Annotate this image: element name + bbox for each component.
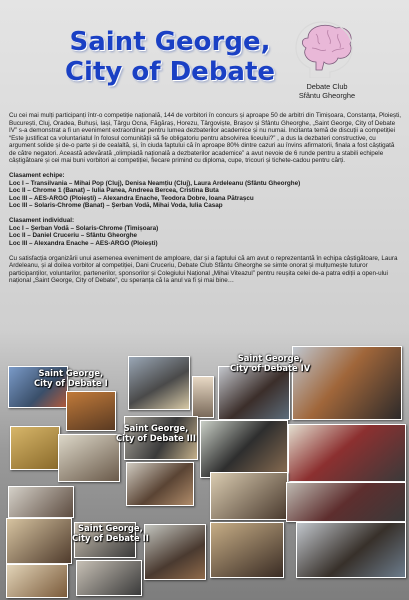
label-2-line-2: City of Debate II bbox=[72, 532, 149, 543]
event-photo bbox=[6, 518, 72, 564]
club-name bbox=[282, 82, 372, 100]
team-rank-3a: Loc III – AES-ARGO (Ploiești) – Alexandra Enache, Teodora Dobre, Ioana Pătrașcu bbox=[9, 194, 254, 202]
title-line-2: City of Debate bbox=[64, 57, 276, 87]
collage-label-edition-3 bbox=[116, 424, 196, 443]
event-photo bbox=[8, 486, 74, 518]
individual-rank-2: Loc II – Daniel Cruceriu – Sfântu Gheorghe bbox=[9, 232, 138, 239]
label-2-line-1: Saint George, bbox=[78, 523, 143, 533]
collage-label-edition-4 bbox=[230, 354, 310, 373]
intro-paragraph: Cu cei mai mulți participanți într-o competiție națională, 144 de vorbitori în concurs și aproape 50 de arbitri din Timișoara, Constanța, Ploiești, București, Cluj, Oradea, Buhuși, Iași, Târgu Ocna, Făgăraș, Horezu, Târgoviște, Brașov și Sfântu Gheorghe, „Saint George, City of Debate IV” s-a demonstrat a fi un eveniment extraordinar pentru lumea dezbaterilor academice și nu numai. Incitanta temă de discuții a competiției “Este justificat ca voluntariatul în folosul comunității să fie obligatoriu pentru absolvirea liceului?” , a dus la dezbateri constructive, cu argument solide și de-o parte și de cealaltă, și, în ciuda faptului că în aproape 80% dintre cazuri au învins afirmatorii, finala a fost câștigată de către negatori. Această adevărată „olimpiadă națională a dezbaterilor academice” a avut nevoie de 6 runde pentru a stabili echipele câștigătoare și cei mai buni vorbitori ai competiției, fiecare primind cu diploma, cupe, tricouri și tichete-cadou pentru cărți. bbox=[9, 112, 401, 164]
teams-heading: Clasament echipe: bbox=[9, 172, 65, 179]
team-rank-1: Loc I – Transilvania – Mihai Pop (Cluj), Denisa Neamțiu (Cluj), Laura Ardeleanu (Sfântu Gheorghe) bbox=[9, 179, 301, 187]
team-rank-2: Loc II – Chrome 1 (Banat) – Iulia Panea, Andreea Bercea, Cristina Buta bbox=[9, 187, 219, 194]
event-photo bbox=[218, 366, 290, 420]
event-photo bbox=[10, 426, 60, 470]
label-4-line-1: Saint George, bbox=[237, 353, 303, 363]
label-1-line-1: Saint George, bbox=[38, 368, 104, 378]
individual-rank-1: Loc I – Șerban Vodă – Solaris-Chrome (Timișoara) bbox=[9, 224, 159, 232]
individual-rank-3: Loc III – Alexandra Enache – AES-ARGO (Ploiești) bbox=[9, 239, 158, 247]
event-photo bbox=[58, 434, 120, 482]
club-line-2: Sfântu Gheorghe bbox=[298, 91, 356, 100]
title-line-1: Saint George, bbox=[69, 27, 271, 57]
event-photo bbox=[192, 376, 214, 418]
closing-paragraph: Cu satisfacția organizării unui asemenea eveniment de amploare, dar și a faptului că am avut o reprezentantă în echipa câștigătoare, Laura Ardeleanu, și al doilea vorbitor al competiției, Dani Cruceriu, Debate Club Sfântu Gheorghe se simte onorat și mulțumește tuturor participanților, voluntarilor, partenerilor, sponsorilor și Colegiului Național „Mihai Viteazul” pentru reușita celei de-a patra ediții a open-ului național „Saint George, City of Debate”, cu speranța că la anul va fi și mai bine… bbox=[9, 254, 398, 284]
event-photo bbox=[76, 560, 142, 596]
individual-heading: Clasament individual: bbox=[9, 217, 75, 224]
event-photo bbox=[128, 356, 190, 410]
event-photo bbox=[210, 522, 284, 578]
article-text bbox=[9, 112, 401, 292]
event-photo bbox=[6, 564, 68, 598]
event-photo bbox=[288, 424, 406, 482]
collage-label-edition-1 bbox=[34, 369, 108, 388]
label-3-line-1: Saint George, bbox=[123, 423, 189, 433]
event-photo bbox=[144, 524, 206, 580]
event-photo bbox=[210, 472, 288, 520]
event-photo bbox=[126, 462, 194, 506]
poster-title bbox=[40, 27, 300, 87]
label-3-line-2: City of Debate III bbox=[116, 432, 196, 443]
event-photo bbox=[200, 420, 288, 478]
event-photo bbox=[296, 522, 406, 578]
club-line-1: Debate Club bbox=[306, 82, 348, 91]
team-rank-3b: Loc III – Solaris-Chrome (Banat) – Șerban Vodă, Mihai Voda, Iulia Casap bbox=[9, 202, 223, 209]
event-photo bbox=[286, 482, 406, 522]
label-4-line-2: City of Debate IV bbox=[230, 362, 311, 373]
collage-label-edition-2 bbox=[72, 524, 149, 543]
label-1-line-2: City of Debate I bbox=[34, 377, 108, 388]
event-photo bbox=[66, 391, 116, 431]
brain-logo-icon bbox=[286, 18, 360, 78]
photo-collage bbox=[0, 346, 409, 600]
